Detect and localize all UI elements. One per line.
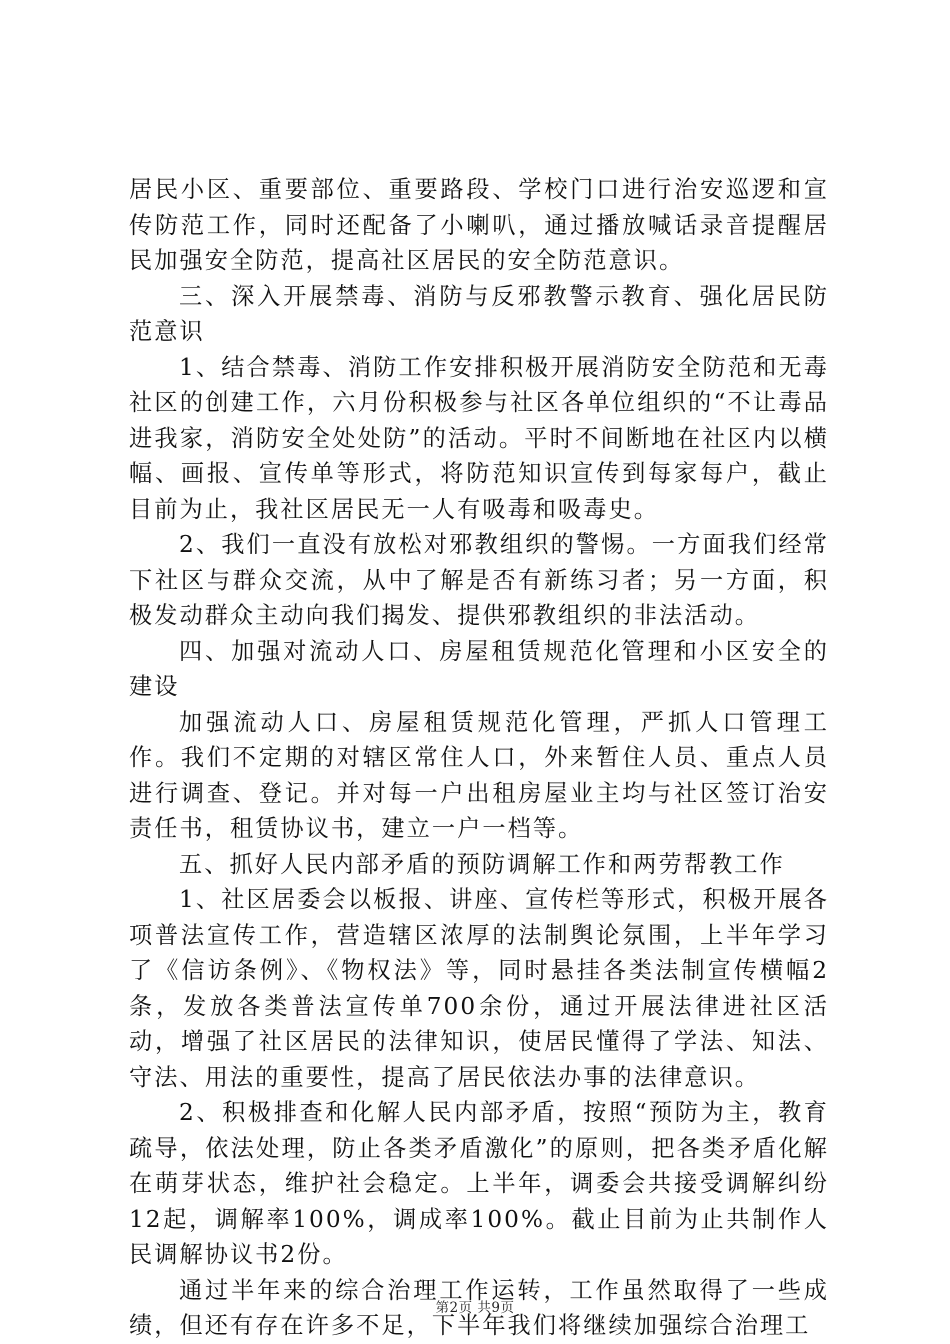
paragraph-4: 加强流动人口、房屋租赁规范化管理，严抓人口管理工作。我们不定期的对辖区常住人口，外来暂住人员、重点人员进行调查、登记。并对每一户出租房屋业主均与社区签订治安责任书，租赁协议书，建立一户一档等。	[129, 708, 829, 842]
body-text	[129, 172, 829, 1344]
paragraph-summary: 通过半年来的综合治理工作运转，工作虽然取得了一些成绩，但还有存在许多不足，下半年我们将继续加强综合治理工	[129, 1276, 829, 1339]
paragraph-continuation: 居民小区、重要部位、重要路段、学校门口进行治安巡逻和宣传防范工作，同时还配备了小喇叭，通过播放喊话录音提醒居民加强安全防范，提高社区居民的安全防范意识。	[129, 176, 829, 274]
paragraph-3-2: 2、我们一直没有放松对邪教组织的警惕。一方面我们经常下社区与群众交流，从中了解是否有新练习者；另一方面，积极发动群众主动向我们揭发、提供邪教组织的非法活动。	[129, 531, 829, 629]
section-heading-3: 三、深入开展禁毒、消防与反邪教警示教育、强化居民防范意识	[129, 282, 829, 345]
section-heading-4: 四、加强对流动人口、房屋租赁规范化管理和小区安全的建设	[129, 637, 829, 700]
section-heading-5: 五、抓好人民内部矛盾的预防调解工作和两劳帮教工作	[179, 850, 785, 878]
paragraph-5-2: 2、积极排查和化解人民内部矛盾，按照“预防为主，教育疏导，依法处理，防止各类矛盾激化”的原则，把各类矛盾化解在萌芽状态，维护社会稳定。上半年，调委会共接受调解纠纷12起，调解率100%，调成率100%。截止目前为止共制作人民调解协议书2份。	[129, 1099, 829, 1268]
paragraph-3-1: 1、结合禁毒、消防工作安排积极开展消防安全防范和无毒社区的创建工作，六月份积极参与社区各单位组织的“不让毒品进我家，消防安全处处防”的活动。平时不间断地在社区内以横幅、画报、宣传单等形式，将防范知识宣传到每家每户，截止目前为止，我社区居民无一人有吸毒和吸毒史。	[129, 353, 829, 523]
paragraph-5-1: 1、社区居委会以板报、讲座、宣传栏等形式，积极开展各项普法宣传工作，营造辖区浓厚的法制舆论氛围，上半年学习了《信访条例》、《物权法》等，同时悬挂各类法制宣传横幅2条，发放各类普法宣传单700余份，通过开展法律进社区活动，增强了社区居民的法律知识，使居民懂得了学法、知法、守法、用法的重要性，提高了居民依法办事的法律意识。	[129, 886, 829, 1091]
page-number-footer: 第2页 共9页	[435, 1300, 515, 1316]
